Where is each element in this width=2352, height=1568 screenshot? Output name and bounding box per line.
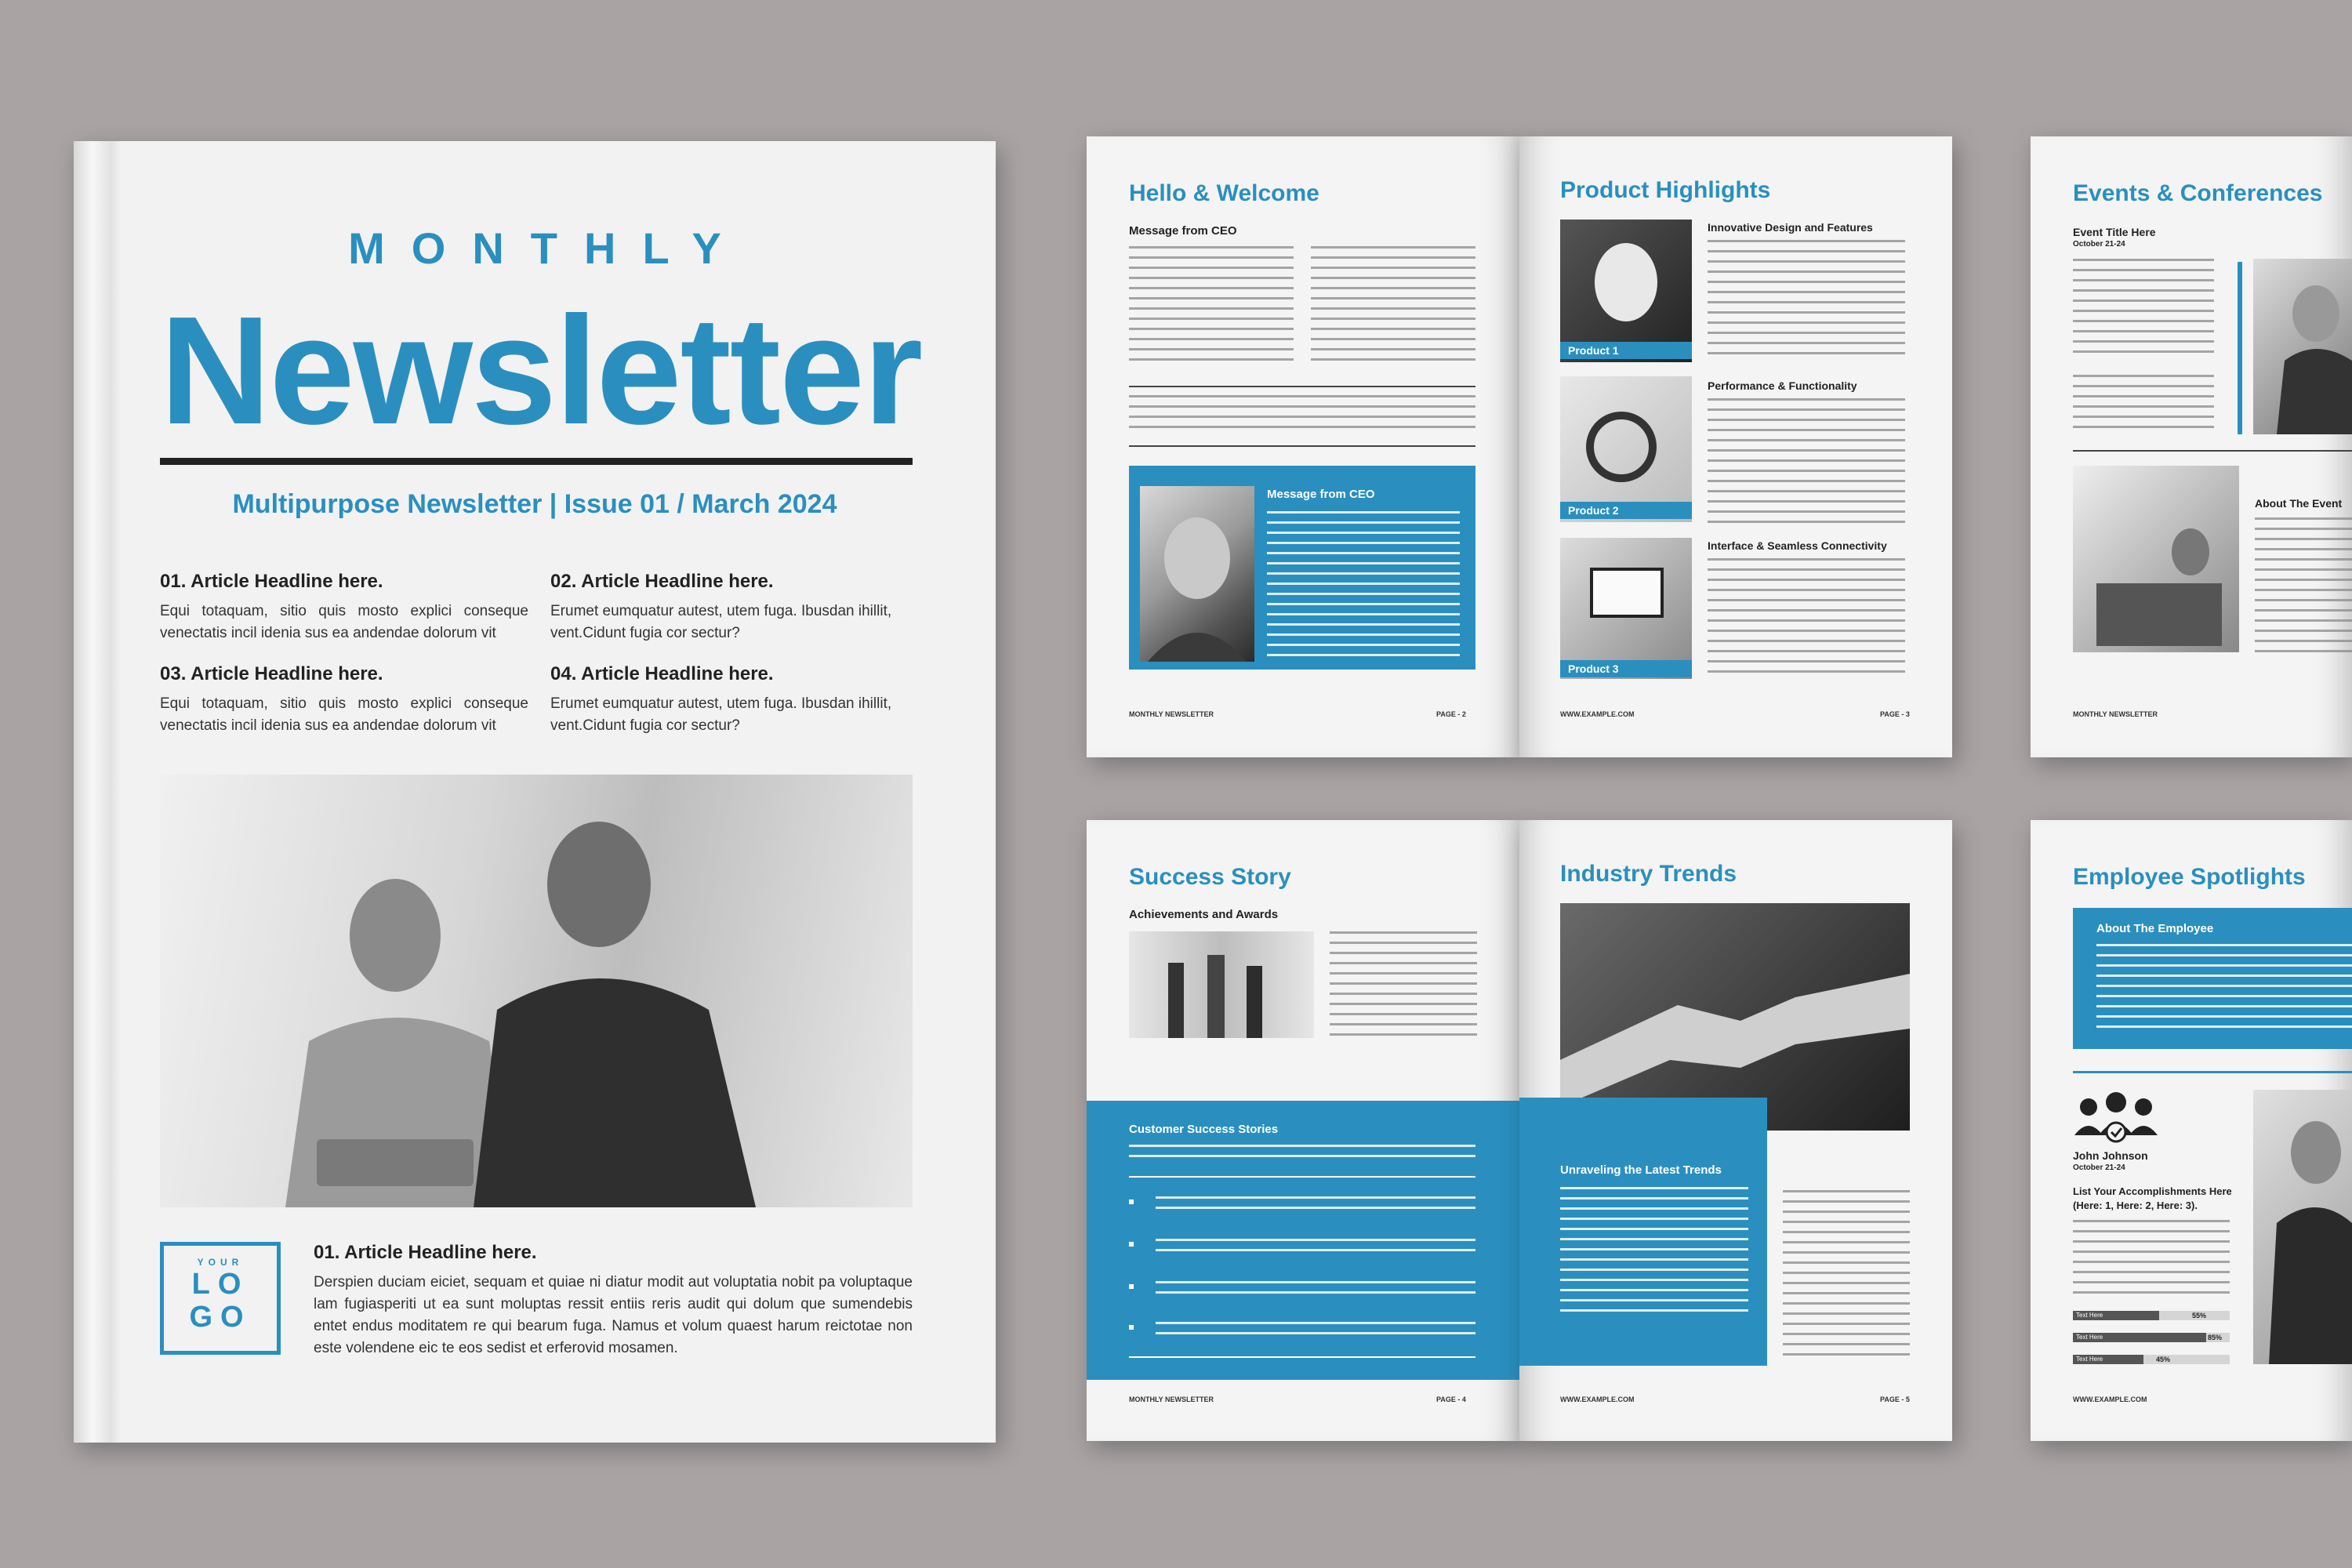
success-photo bbox=[1129, 931, 1314, 1038]
box-text bbox=[2096, 944, 2352, 1035]
bar-percent: 85% bbox=[2208, 1334, 2223, 1341]
footer-left: MONTHLY NEWSLETTER bbox=[1129, 710, 1214, 718]
page-2 bbox=[1087, 136, 1519, 757]
product-text bbox=[1708, 240, 1905, 358]
product-heading: Performance & Functionality bbox=[1708, 379, 1857, 392]
list-heading: List Your Accomplishments Here bbox=[2073, 1185, 2232, 1197]
article-headline: 02. Article Headline here. bbox=[550, 571, 774, 592]
box-text bbox=[1560, 1187, 1748, 1316]
event-date: October 21-24 bbox=[2073, 240, 2125, 249]
bar-percent: 45% bbox=[2156, 1356, 2171, 1363]
accent-bar bbox=[2238, 262, 2242, 434]
event-title: Event Title Here bbox=[2073, 226, 2156, 238]
bullet bbox=[1129, 1284, 1134, 1289]
footer-left: MONTHLY NEWSLETTER bbox=[1129, 1396, 1214, 1403]
ceo-box-title: Message from CEO bbox=[1267, 488, 1375, 501]
article-body: Erumet eumquatur autest, utem fuga. Ibusdan ihillit, vent.Cidunt fugia cor sectur? bbox=[550, 603, 892, 641]
text-column bbox=[1129, 246, 1294, 368]
divider bbox=[2073, 450, 2352, 452]
bullet bbox=[1129, 1242, 1134, 1247]
product-caption: Product 1 bbox=[1560, 342, 1692, 359]
bullet bbox=[1129, 1325, 1134, 1330]
event-photo bbox=[2253, 259, 2352, 434]
product-caption: Product 2 bbox=[1560, 502, 1692, 519]
list-text bbox=[2073, 1220, 2230, 1295]
footer-left: WWW.EXAMPLE.COM bbox=[1560, 1396, 1635, 1403]
employee-photo bbox=[2253, 1090, 2352, 1364]
feature-headline: 01. Article Headline here. bbox=[314, 1242, 537, 1263]
story-text bbox=[1330, 931, 1477, 1038]
product-2-photo bbox=[1560, 376, 1692, 522]
divider bbox=[2073, 1071, 2352, 1073]
bullet-text bbox=[1156, 1239, 1475, 1251]
product-text bbox=[1708, 558, 1905, 676]
handshake-photo bbox=[1560, 903, 1910, 1131]
ceo-box-text bbox=[1267, 511, 1460, 659]
box-title: Customer Success Stories bbox=[1129, 1123, 1279, 1136]
footer-right: PAGE - 3 bbox=[1880, 710, 1910, 718]
article-body: Equi totaquam, sitio quis mosto explici conseque venectatis incil idenia sus ea andendae dolorum vit bbox=[160, 603, 528, 641]
page-title: Success Story bbox=[1129, 864, 1291, 890]
text-block bbox=[1129, 395, 1475, 430]
footer-right: PAGE - 4 bbox=[1436, 1396, 1466, 1403]
cover-photo bbox=[160, 775, 913, 1207]
divider bbox=[1129, 386, 1475, 387]
product-1-photo bbox=[1560, 220, 1692, 362]
bar-label: Text Here bbox=[2076, 1312, 2103, 1319]
page-subtitle: Achievements and Awards bbox=[1129, 908, 1279, 921]
bullet-text bbox=[1156, 1322, 1475, 1334]
employee-date: October 21-24 bbox=[2073, 1163, 2125, 1172]
trends-text bbox=[1783, 1190, 1910, 1359]
page-title: Hello & Welcome bbox=[1129, 180, 1319, 206]
divider bbox=[1129, 1176, 1475, 1178]
article-body: Erumet eumquatur autest, utem fuga. Ibusdan ihillit, vent.Cidunt fugia cor sectur? bbox=[550, 695, 892, 734]
text-column bbox=[1311, 246, 1475, 368]
footer-right: PAGE - 5 bbox=[1880, 1396, 1910, 1403]
logo-box bbox=[160, 1242, 281, 1355]
events-page bbox=[2031, 136, 2352, 757]
list-sub: (Here: 1, Here: 2, Here: 3). bbox=[2073, 1200, 2198, 1211]
article-1[interactable] bbox=[160, 571, 528, 644]
bullet-text bbox=[1156, 1281, 1475, 1294]
divider bbox=[1129, 1356, 1475, 1358]
skill-bar bbox=[2073, 1333, 2230, 1342]
article-2[interactable] bbox=[550, 571, 919, 644]
event-text bbox=[2073, 375, 2214, 434]
conference-photo bbox=[2073, 466, 2239, 652]
cover-spine bbox=[74, 141, 121, 1443]
product-3-photo bbox=[1560, 538, 1692, 679]
ceo-photo bbox=[1140, 486, 1254, 662]
page-title: Events & Conferences bbox=[2073, 180, 2323, 206]
bar-label: Text Here bbox=[2076, 1334, 2103, 1341]
page-subtitle: Message from CEO bbox=[1129, 224, 1237, 238]
article-headline: 04. Article Headline here. bbox=[550, 663, 774, 684]
product-heading: Interface & Seamless Connectivity bbox=[1708, 539, 1887, 552]
event-text bbox=[2073, 259, 2214, 361]
article-4[interactable] bbox=[550, 663, 919, 737]
product-heading: Innovative Design and Features bbox=[1708, 221, 1873, 234]
feature-article[interactable] bbox=[314, 1242, 913, 1359]
product-caption: Product 3 bbox=[1560, 660, 1692, 677]
bullet-text bbox=[1156, 1196, 1475, 1209]
logo-top: YOUR bbox=[197, 1257, 244, 1268]
page-3 bbox=[1519, 136, 1952, 757]
feature-body: Derspien duciam eiciet, sequam et quiae ni diatur modit aut voluptatia nobit pa voluptaque lam fugiasperiti ut ea sunt moluptas ressit entiis reris audit qui dolum que sumendebis entet endus moditatem re qui bearum fuga. Namus et volum quaest harum reictotae non este volendene eic te eos sedist et erferovid mosamen. bbox=[314, 1274, 913, 1356]
bar-percent: 55% bbox=[2192, 1312, 2207, 1319]
footer-left: WWW.EXAMPLE.COM bbox=[2073, 1396, 2147, 1403]
customer-stories-box bbox=[1087, 1101, 1519, 1380]
about-event: About The Event bbox=[2255, 497, 2343, 510]
page-title: Product Highlights bbox=[1560, 177, 1771, 203]
logo-line2: GO bbox=[189, 1301, 252, 1334]
footer-left: WWW.EXAMPLE.COM bbox=[1560, 710, 1635, 718]
footer-left: MONTHLY NEWSLETTER bbox=[2073, 710, 2158, 718]
box-title: About The Employee bbox=[2096, 922, 2214, 935]
logo-line1: LO bbox=[191, 1268, 249, 1301]
box-intro bbox=[1129, 1145, 1475, 1165]
footer-right: PAGE - 2 bbox=[1436, 710, 1466, 718]
employee-name: John Johnson bbox=[2073, 1149, 2148, 1162]
title-rule bbox=[160, 458, 913, 465]
article-3[interactable] bbox=[160, 663, 528, 737]
page-5 bbox=[1519, 820, 1952, 1441]
about-text bbox=[2255, 517, 2352, 655]
employee-page bbox=[2031, 820, 2352, 1441]
trends-box bbox=[1519, 1098, 1767, 1366]
cover-page bbox=[74, 141, 996, 1443]
product-text bbox=[1708, 398, 1905, 524]
page-4 bbox=[1087, 820, 1519, 1441]
box-title: Unraveling the Latest Trends bbox=[1560, 1163, 1722, 1177]
ceo-box bbox=[1129, 466, 1475, 670]
page-title: Employee Spotlights bbox=[2073, 864, 2306, 890]
skill-bar bbox=[2073, 1355, 2230, 1364]
bar-label: Text Here bbox=[2076, 1356, 2103, 1363]
divider bbox=[1129, 445, 1475, 447]
employee-box bbox=[2073, 908, 2352, 1049]
cover-title: Newsletter bbox=[160, 285, 922, 456]
cover-kicker: MONTHLY bbox=[348, 223, 748, 273]
article-headline: 03. Article Headline here. bbox=[160, 663, 383, 684]
page-title: Industry Trends bbox=[1560, 861, 1737, 887]
team-icon bbox=[2073, 1090, 2159, 1145]
article-body: Equi totaquam, sitio quis mosto explici conseque venectatis incil idenia sus ea andendae dolorum vit bbox=[160, 695, 528, 734]
article-headline: 01. Article Headline here. bbox=[160, 571, 383, 592]
issue-line: Multipurpose Newsletter | Issue 01 / March 2024 bbox=[232, 489, 837, 519]
bullet bbox=[1129, 1200, 1134, 1204]
